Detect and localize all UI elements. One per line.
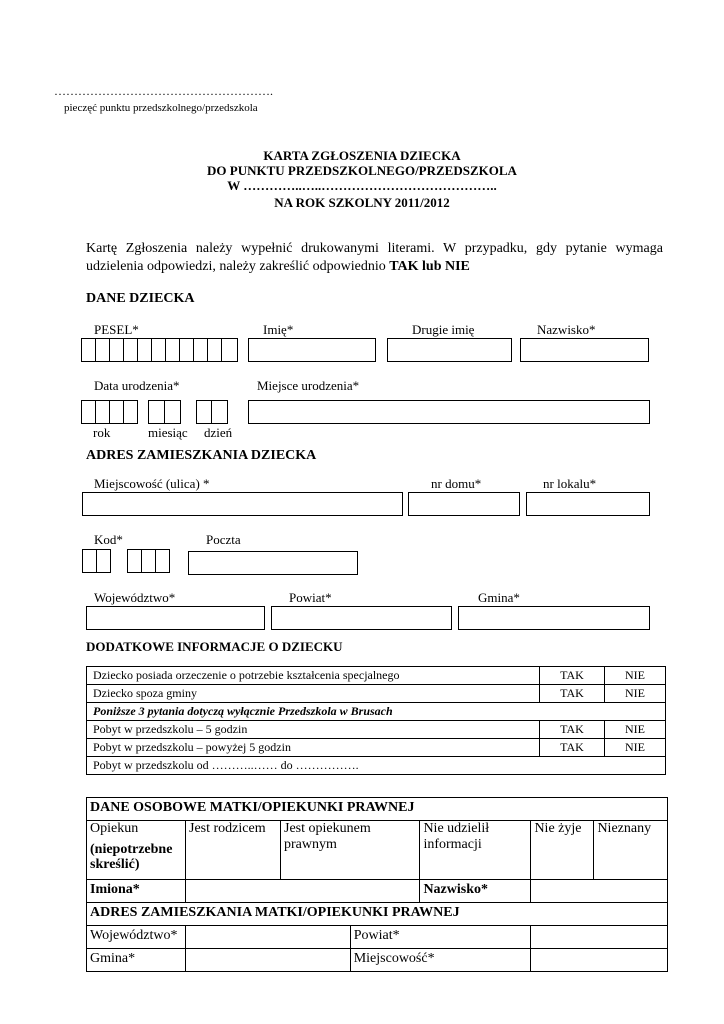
pesel-digit[interactable] — [221, 338, 238, 362]
child-section-heading: DANE DZIECKA — [86, 291, 195, 306]
postcode-digit[interactable] — [155, 549, 170, 573]
surname-label: Nazwisko* — [420, 880, 531, 903]
post-field[interactable] — [188, 551, 358, 575]
table-row — [87, 685, 666, 703]
mother-voivodeship-label: Województwo* — [87, 926, 186, 949]
address-section-heading: ADRES ZAMIESZKANIA DZIECKA — [86, 448, 317, 463]
mother-town-field[interactable] — [531, 949, 668, 972]
flat-no-label: nr lokalu* — [543, 476, 597, 491]
year-digit[interactable] — [123, 400, 138, 424]
county-label: Powiat* — [289, 590, 332, 605]
postcode-label: Kod* — [94, 532, 123, 547]
no-option[interactable]: NIE — [605, 739, 666, 757]
option-no-info[interactable]: Nie udzielił informacji — [420, 821, 531, 880]
pesel-digit[interactable] — [165, 338, 180, 362]
year-digit[interactable] — [95, 400, 110, 424]
street-label: Miejscowość (ulica) * — [94, 476, 210, 491]
names-label: Imiona* — [87, 880, 186, 903]
mother-address-heading: ADRES ZAMIESZKANIA MATKI/OPIEKUNKI PRAWNEJ — [87, 903, 668, 926]
table-row — [87, 721, 666, 739]
table-row — [87, 739, 666, 757]
option-is-parent[interactable]: Jest rodzicem — [186, 821, 281, 880]
surname-field[interactable] — [520, 338, 649, 362]
commune-field[interactable] — [458, 606, 650, 630]
mother-county-label: Powiat* — [350, 926, 531, 949]
stamp-label: pieczęć punktu przedszkolnego/przedszkola — [64, 102, 258, 114]
no-option[interactable]: NIE — [605, 667, 666, 685]
intro-text: Kartę Zgłoszenia należy wypełnić drukowanymi literami. W przypadku, gdy pytanie wymaga udzielenia odpowiedzi, należy zakreślić odpowiednio — [86, 241, 663, 274]
form-title-line2: DO PUNKTU PRZEDSZKOLNEGO/PRZEDSZKOLA — [207, 163, 517, 178]
mother-table — [86, 797, 668, 972]
day-label: dzień — [204, 425, 233, 440]
extra-info-table — [86, 666, 666, 775]
pesel-label: PESEL* — [94, 322, 139, 337]
birth-date-label: Data urodzenia* — [94, 378, 180, 393]
voivodeship-label: Województwo* — [94, 590, 176, 605]
mother-commune-field[interactable] — [186, 949, 351, 972]
table-row — [87, 703, 666, 721]
no-option[interactable]: NIE — [605, 685, 666, 703]
county-field[interactable] — [271, 606, 452, 630]
year-label: rok — [93, 425, 111, 440]
house-no-field[interactable] — [408, 492, 520, 516]
postcode-digit[interactable] — [96, 549, 111, 573]
mother-section-heading: DANE OSOBOWE MATKI/OPIEKUNKI PRAWNEJ — [87, 798, 668, 821]
form-title-line3: W …………..…..………………………………….. — [227, 178, 497, 193]
second-name-label: Drugie imię — [412, 322, 475, 337]
month-digit[interactable] — [148, 400, 165, 424]
option-unknown[interactable]: Nieznany — [594, 821, 668, 880]
stamp-dots: ………………………………………………. — [54, 84, 273, 98]
form-title-line1: KARTA ZGŁOSZENIA DZIECKA — [263, 148, 461, 163]
pesel-digit[interactable] — [81, 338, 96, 362]
year-digit[interactable] — [81, 400, 96, 424]
yes-option[interactable]: TAK — [540, 739, 605, 757]
form-title-line4: NA ROK SZKOLNY 2011/2012 — [274, 195, 450, 210]
mother-voivodeship-field[interactable] — [186, 926, 351, 949]
postcode-digit[interactable] — [82, 549, 97, 573]
month-digit[interactable] — [164, 400, 181, 424]
mother-town-label: Miejscowość* — [350, 949, 531, 972]
postcode-digit[interactable] — [141, 549, 156, 573]
extra-question: Pobyt w przedszkolu – powyżej 5 godzin — [87, 739, 540, 757]
postcode-digit[interactable] — [127, 549, 142, 573]
commune-label: Gmina* — [478, 590, 520, 605]
first-name-field[interactable] — [248, 338, 376, 362]
table-row — [87, 798, 668, 821]
table-row — [87, 821, 668, 880]
yes-option[interactable]: TAK — [540, 685, 605, 703]
second-name-field[interactable] — [387, 338, 512, 362]
day-digit[interactable] — [196, 400, 212, 424]
yes-option[interactable]: TAK — [540, 721, 605, 739]
pesel-digit[interactable] — [95, 338, 110, 362]
birth-place-field[interactable] — [248, 400, 650, 424]
pesel-digit[interactable] — [207, 338, 222, 362]
mother-commune-label: Gmina* — [87, 949, 186, 972]
guardian-label: Opiekun — [90, 821, 139, 836]
table-row — [87, 667, 666, 685]
pesel-digit[interactable] — [123, 338, 138, 362]
pesel-digit[interactable] — [179, 338, 194, 362]
pesel-digit[interactable] — [151, 338, 166, 362]
surname-label: Nazwisko* — [537, 322, 596, 337]
post-label: Poczta — [206, 532, 241, 547]
table-row — [87, 903, 668, 926]
pesel-digit[interactable] — [137, 338, 152, 362]
street-field[interactable] — [82, 492, 403, 516]
table-row — [87, 757, 666, 775]
extra-note: Poniższe 3 pytania dotyczą wyłącznie Przedszkola w Brusach — [87, 703, 666, 721]
no-option[interactable]: NIE — [605, 721, 666, 739]
year-digit[interactable] — [109, 400, 124, 424]
option-legal-guardian[interactable]: Jest opiekunem prawnym — [281, 821, 420, 880]
intro-paragraph — [86, 240, 663, 276]
intro-emphasis: TAK lub NIE — [389, 259, 470, 274]
stay-period-field[interactable]: Pobyt w przedszkolu od ………..…… do ……………. — [87, 757, 666, 775]
extra-info-heading: DODATKOWE INFORMACJE O DZIECKU — [86, 639, 343, 654]
guardian-label-cell — [87, 821, 186, 880]
option-deceased[interactable]: Nie żyje — [531, 821, 594, 880]
birth-place-label: Miejsce urodzenia* — [257, 378, 360, 393]
table-row — [87, 926, 668, 949]
guardian-note: (niepotrzebne skreślić) — [90, 842, 173, 872]
table-row — [87, 949, 668, 972]
first-name-label: Imię* — [263, 322, 294, 337]
voivodeship-field[interactable] — [86, 606, 265, 630]
house-no-label: nr domu* — [431, 476, 482, 491]
day-digit[interactable] — [211, 400, 228, 424]
table-row — [87, 880, 668, 903]
extra-question: Dziecko posiada orzeczenie o potrzebie kształcenia specjalnego — [87, 667, 540, 685]
extra-question: Dziecko spoza gminy — [87, 685, 540, 703]
extra-question: Pobyt w przedszkolu – 5 godzin — [87, 721, 540, 739]
mother-county-field[interactable] — [531, 926, 668, 949]
names-field[interactable] — [186, 880, 420, 903]
pesel-digit[interactable] — [193, 338, 208, 362]
flat-no-field[interactable] — [526, 492, 650, 516]
month-label: miesiąc — [148, 425, 188, 440]
pesel-digit[interactable] — [109, 338, 124, 362]
yes-option[interactable]: TAK — [540, 667, 605, 685]
surname-field[interactable] — [531, 880, 668, 903]
